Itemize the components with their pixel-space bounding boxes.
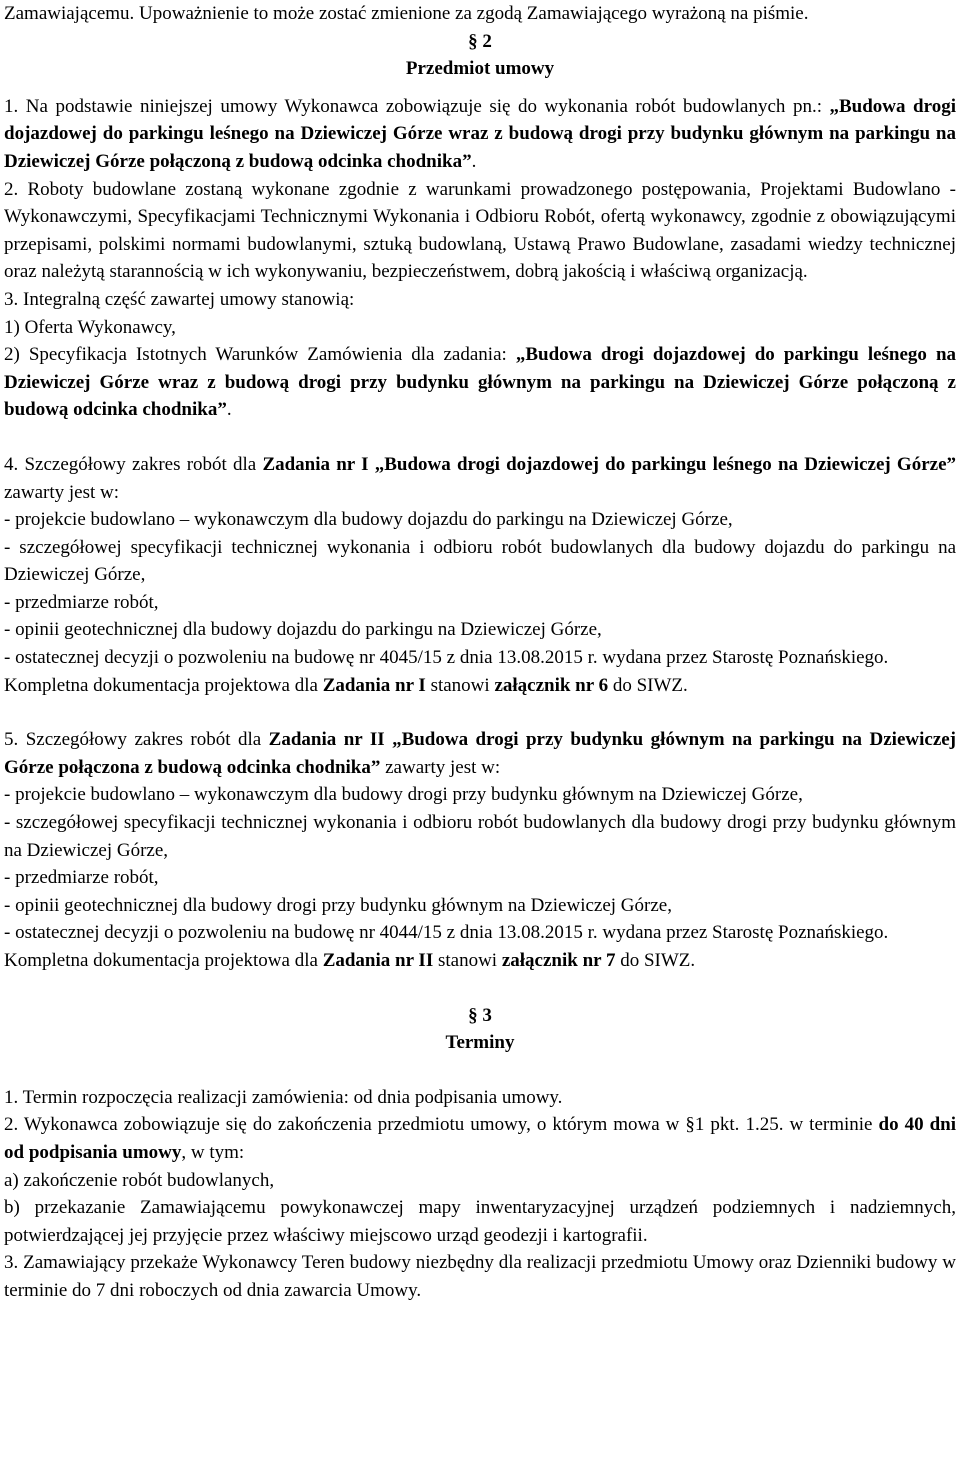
section-2-title: Przedmiot umowy: [405, 58, 555, 80]
section-3-point-2: [4, 1111, 956, 1166]
list-item: - przedmiarze robót,: [4, 591, 159, 613]
bold-text-run: „Budowa drogi dojazdowej do parkingu leśnego na Dziewiczej Górze wraz z budową drogi przy budynku głównym na parkingu na Dziewiczej Górze połączoną z budową odcinka chodnika”: [4, 95, 956, 172]
section-3-point-2-item-b: b) przekazanie Zamawiającemu powykonawczej mapy inwentaryzacyjnej urządzeń podziemnych i nadziemnych, potwierdzającej jej przyjęcie przez właściwy miejscowo urząd geodezji i kartografii.: [4, 1197, 956, 1246]
section-2-point-3-item-1: 1) Oferta Wykonawcy,: [4, 316, 176, 338]
spacer: [4, 1057, 956, 1084]
section-2-point-4: [4, 451, 956, 506]
list-item: - szczegółowej specyfikacji technicznej wykonania i odbioru robót budowlanych dla budowy dojazdu do parkingu na Dziewiczej Górze,: [4, 536, 956, 586]
bold-text-run: Zadania nr II: [322, 950, 434, 971]
list-item: - projekcie budowlano – wykonawczym dla budowy dojazdu do parkingu na Dziewiczej Górze,: [4, 509, 733, 531]
list-item: - projekcie budowlano – wykonawczym dla budowy drogi przy budynku głównym na Dziewiczej Górze,: [4, 784, 803, 806]
spacer: [4, 975, 956, 1002]
bold-text-run: Zadania nr II „Budowa drogi przy budynku głównym na parkingu na Dziewiczej Górze połączona z budową odcinka chodnika”: [4, 729, 957, 778]
spacer: [4, 424, 956, 451]
bold-text-run: Zadania nr I: [322, 674, 426, 696]
section-2-point-3-item-2: [4, 341, 956, 424]
text-run: do SIWZ.: [608, 674, 688, 696]
bold-text-run: załącznik nr 7: [501, 950, 616, 971]
text-run: 2) Specyfikacja Istotnych Warunków Zamówienia dla zadania:: [4, 344, 516, 366]
section-3-point-3: 3. Zamawiający przekaże Wykonawcy Teren budowy niezbędny dla realizacji przedmiotu Umowy oraz Dzienniki budowy w terminie do 7 dni roboczych od dnia zawarcia Umowy.: [4, 1252, 956, 1301]
section-2-sign: § 2: [468, 30, 492, 52]
section-2-point-4-attachment: [4, 672, 956, 700]
text-run: .: [226, 399, 232, 421]
list-item: - ostatecznej decyzji o pozwoleniu na budowę nr 4044/15 z dnia 13.08.2015 r. wydana przez Starostę Poznańskiego.: [4, 922, 889, 944]
section-3-point-2-item-a: a) zakończenie robót budowlanych,: [4, 1169, 275, 1191]
text-run: stanowi: [425, 674, 495, 696]
text-run: 1. Na podstawie niniejszej umowy Wykonawca zobowiązuje się do wykonania robót budowlanych pn.:: [4, 95, 830, 117]
list-item: - opinii geotechnicznej dla budowy drogi przy budynku głównym na Dziewiczej Górze,: [4, 894, 672, 916]
list-item: - opinii geotechnicznej dla budowy dojazdu do parkingu na Dziewiczej Górze,: [4, 619, 602, 641]
section-2-point-5: [4, 726, 956, 781]
section-2-point-1: [4, 93, 956, 176]
section-2-point-5-attachment: [4, 947, 956, 975]
text-run: 5. Szczegółowy zakres robót dla: [4, 729, 269, 751]
text-run: do SIWZ.: [615, 950, 696, 971]
text-run: Kompletna dokumentacja projektowa dla: [4, 674, 323, 696]
spacer: [4, 83, 956, 93]
text-run: , w tym:: [181, 1141, 245, 1163]
text-run: zawarty jest w:: [4, 481, 120, 503]
section-2-point-2: 2. Roboty budowlane zostaną wykonane zgodnie z warunkami prowadzonego postępowania, Projektami Budowlano - Wykonawczymi, Specyfikacjami Technicznymi Wykonania i Odbioru Robót, ofertą wykonawcy, zgodnie z obowiązującymi przepisami, polskimi normami budowlanymi, sztuką budowlaną, Ustawą Prawo Budowlane, zasadami wiedzy technicznej oraz należytą starannością w ich wykonywaniu, bezpieczeństwem, dobrą jakością i właściwą organizacją.: [4, 178, 956, 283]
text-run: Kompletna dokumentacja projektowa dla: [4, 950, 323, 971]
intro-paragraph: Zamawiającemu. Upoważnienie to może zostać zmienione za zgodą Zamawiającego wyrażoną na piśmie.: [4, 3, 809, 24]
bold-text-run: „Budowa drogi dojazdowej do parkingu leśnego na Dziewiczej Górze wraz z budową drogi przy budynku głównym na parkingu na Dziewiczej Górze połączoną z budową odcinka chodnika”: [4, 344, 957, 421]
text-run: 2. Wykonawca zobowiązuje się do zakończenia przedmiotu umowy, o którym mowa w §1 pkt. 1.25. w terminie: [4, 1114, 879, 1136]
text-run: 4. Szczegółowy zakres robót dla: [4, 453, 263, 475]
spacer: [4, 699, 956, 726]
bold-text-run: załącznik nr 6: [494, 674, 609, 696]
bold-text-run: Zadania nr I „Budowa drogi dojazdowej do parkingu leśnego na Dziewiczej Górze”: [262, 453, 957, 475]
list-item: - przedmiarze robót,: [4, 867, 159, 889]
text-run: stanowi: [433, 950, 502, 971]
bold-text-run: do 40 dni od podpisania umowy: [4, 1114, 956, 1163]
text-run: zawarty jest w:: [380, 756, 501, 778]
list-item: - ostatecznej decyzji o pozwoleniu na budowę nr 4045/15 z dnia 13.08.2015 r. wydana przez Starostę Poznańskiego.: [4, 647, 889, 669]
section-3-sign: § 3: [468, 1004, 492, 1026]
list-item: - szczegółowej specyfikacji technicznej wykonania i odbioru robót budowlanych dla budowy drogi przy budynku głównym na Dziewiczej Górze,: [4, 812, 956, 861]
section-3-point-1: 1. Termin rozpoczęcia realizacji zamówienia: od dnia podpisania umowy.: [4, 1086, 563, 1108]
section-3-title: Terminy: [445, 1032, 515, 1054]
text-run: .: [471, 150, 477, 172]
section-2-point-3: 3. Integralną część zawartej umowy stanowią:: [4, 288, 355, 310]
